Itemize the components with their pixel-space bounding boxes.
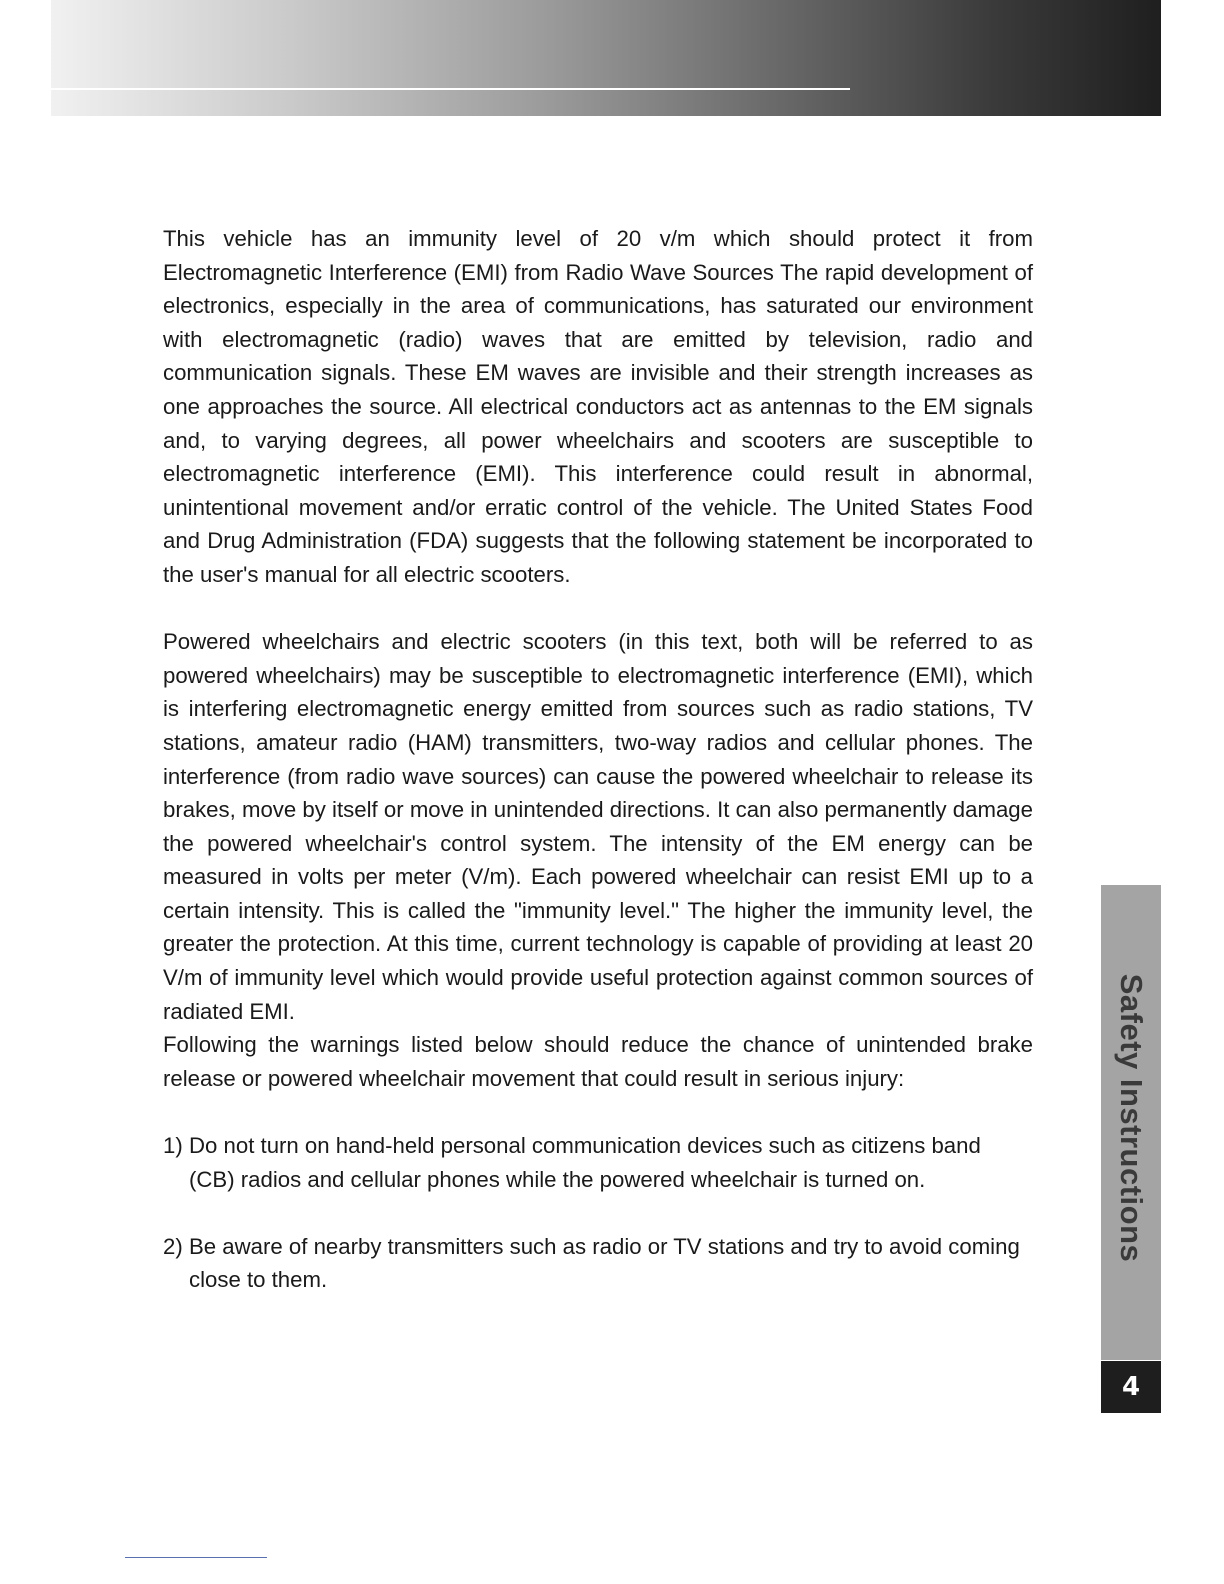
paragraph-gap [163,1095,1033,1129]
warning-text: Be aware of nearby transmitters such as radio or TV stations and try to avoid coming close to them. [189,1233,1020,1293]
header-gradient-band [51,0,1161,116]
section-tab-label: Safety Instructions [1114,973,1149,1263]
header-divider-line [51,88,850,90]
warning-item-1 [163,1129,1023,1196]
warning-item-2 [163,1230,1023,1297]
warning-text: Do not turn on hand-held personal communication devices such as citizens band (CB) radios and cellular phones while the powered wheelchair is turned on. [189,1133,981,1192]
paragraph-gap [163,1196,1033,1230]
warning-number: 1) [163,1133,183,1159]
paragraph-emi-fda-statement: Powered wheelchairs and electric scooters (in this text, both will be referred to as powered wheelchairs) may be susceptible to electromagnetic interference (EMI), which is interfering electromagnetic energy emitted from sources such as radio stations, TV stations, amateur radio (HAM) transmitters, two-way radios and cellular phones. The interference (from radio wave sources) can cause the powered wheelchair to release its brakes, move by itself or move in unintended directions. It can also permanently damage the powered wheelchair's control system. The intensity of the EM energy can be measured in volts per meter (V/m). Each powered wheelchair can resist EMI up to a certain intensity. This is called the "immunity level." The higher the immunity level, the greater the protection. At this time, current technology is capable of providing at least 20 V/m of immunity level which would provide useful protection against common sources of radiated EMI. [163,629,1033,1024]
page-number: 4 [1101,1361,1161,1413]
paragraph-warnings-intro: Following the warnings listed below should reduce the chance of unintended brake release or powered wheelchair movement that could result in serious injury: [163,1032,1033,1091]
page-content [163,222,1033,1297]
paragraph-emi-intro: This vehicle has an immunity level of 20 v/m which should protect it from Electromagnetic Interference (EMI) from Radio Wave Sources The rapid development of electronics, especially in the area of communications, has saturated our environment with electromagnetic (radio) waves that are emitted by television, radio and communication signals. These EM waves are invisible and their strength increases as one approaches the source. All electrical conductors act as antennas to the EM signals and, to varying degrees, all power wheelchairs and scooters are susceptible to electromagnetic interference (EMI). This interference could result in abnormal, unintentional movement and/or erratic control of the vehicle. The United States Food and Drug Administration (FDA) suggests that the following statement be incorporated to the user's manual for all electric scooters. [163,226,1033,587]
paragraph-gap [163,592,1033,626]
warning-number: 2) [163,1233,183,1259]
footer-rule-line [125,1557,267,1558]
